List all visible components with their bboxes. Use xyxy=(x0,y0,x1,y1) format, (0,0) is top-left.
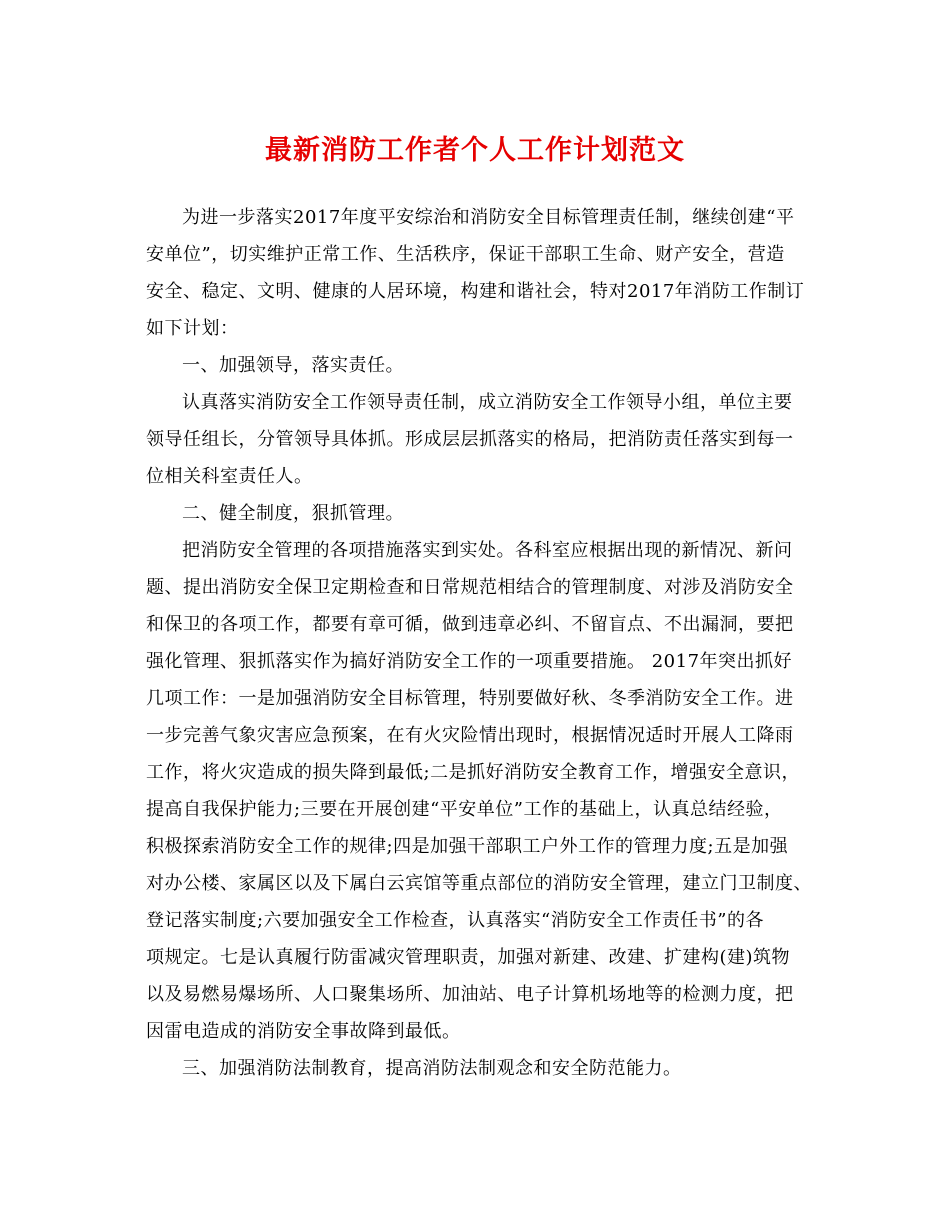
text-line: 项规定。七是认真履行防雷减灾管理职责，加强对新建、改建、扩建构(建)筑物 xyxy=(146,947,791,968)
text-line: 对办公楼、家属区以及下属白云宾馆等重点部位的消防安全管理，建立门卫制度、 xyxy=(146,873,812,894)
text-line: 二、健全制度，狠抓管理。 xyxy=(182,503,404,524)
text-line: 如下计划： xyxy=(146,318,239,339)
text-line: 几项工作：一是加强消防安全目标管理，特别要做好秋、冬季消防安全工作。进 xyxy=(146,688,794,709)
text-line: 认真落实消防安全工作领导责任制，成立消防安全工作领导小组，单位主要 xyxy=(182,392,793,413)
text-line: 积极探索消防安全工作的规律;四是加强干部职工户外工作的管理力度;五是加强 xyxy=(146,836,789,857)
text-line: 安全、稳定、文明、健康的人居环境，构建和谐社会，特对2017年消防工作制订 xyxy=(146,281,805,302)
text-line: 位相关科室责任人。 xyxy=(146,466,313,487)
text-line: 三、加强消防法制教育，提高消防法制观念和安全防范能力。 xyxy=(182,1058,682,1079)
text-line: 把消防安全管理的各项措施落实到实处。各科室应根据出现的新情况、新问 xyxy=(182,540,793,561)
text-line: 安单位”，切实维护正常工作、生活秩序，保证干部职工生命、财产安全，营造 xyxy=(146,244,785,265)
text-line: 因雷电造成的消防安全事故降到最低。 xyxy=(146,1021,461,1042)
document-body xyxy=(146,199,810,1087)
text-line: 以及易燃易爆场所、人口聚集场所、加油站、电子计算机场地等的检测力度，把 xyxy=(146,984,794,1005)
document-title: 最新消防工作者个人工作计划范文 xyxy=(265,135,685,166)
text-line: 一、加强领导，落实责任。 xyxy=(182,355,404,376)
text-line: 题、提出消防安全保卫定期检查和日常规范相结合的管理制度、对涉及消防安全 xyxy=(146,577,794,598)
text-line: 强化管理、狠抓落实作为搞好消防安全工作的一项重要措施。 2017年突出抓好 xyxy=(146,651,793,672)
text-line: 和保卫的各项工作，都要有章可循，做到违章必纠、不留盲点、不出漏洞，要把 xyxy=(146,614,794,635)
text-line: 工作，将火灾造成的损失降到最低;二是抓好消防安全教育工作，增强安全意识， xyxy=(146,762,801,783)
text-line: 提高自我保护能力;三要在开展创建“平安单位”工作的基础上，认真总结经验， xyxy=(146,799,783,820)
text-line: 为进一步落实2017年度平安综治和消防安全目标管理责任制，继续创建“平 xyxy=(182,207,795,228)
text-line: 登记落实制度;六要加强安全工作检查，认真落实“消防安全工作责任书”的各 xyxy=(146,910,764,931)
text-line: 一步完善气象灾害应急预案，在有火灾险情出现时，根据情况适时开展人工降雨 xyxy=(146,725,794,746)
text-line: 领导任组长，分管领导具体抓。形成层层抓落实的格局，把消防责任落实到每一 xyxy=(146,429,794,450)
